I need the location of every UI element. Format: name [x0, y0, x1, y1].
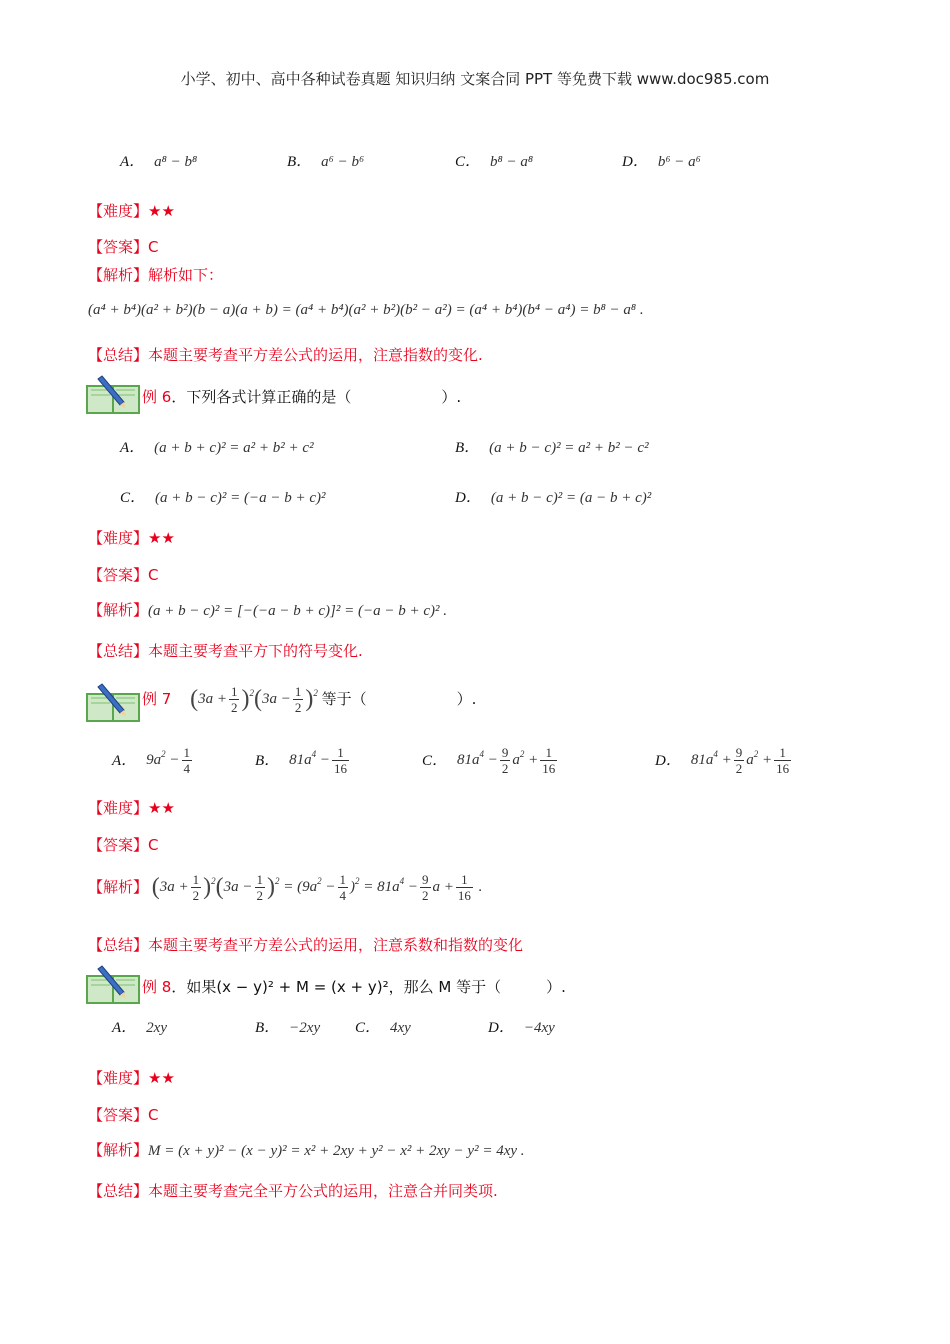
q5-answer: 【答案】C — [88, 238, 159, 256]
q6-option-d: D． (a + b − c)² = (a − b + c)² — [455, 490, 652, 506]
q6-title: 例 6．下列各式计算正确的是（ ）. — [142, 388, 462, 406]
q7-option-c: C． $81a^4$ − $\frac{9}{2}$ $a^2$ + $\frac{1}{16}$ — [422, 745, 556, 776]
q8-answer: 【答案】C — [88, 1106, 159, 1124]
book-pencil-icon — [86, 962, 140, 1004]
book-pencil-icon — [86, 372, 140, 414]
q5-option-c: C． b⁸ − a⁸ — [455, 154, 534, 170]
q7-option-d: D． $81a^4$ + $\frac{9}{2}$ $a^2$ + $\frac{1}{16}$ — [655, 745, 790, 776]
q6-analysis: 【解析】(a + b − c)² = [−(−a − b + c)]² = (−a − b + c)² . — [88, 601, 447, 619]
q7-difficulty: 【难度】★★ — [88, 799, 175, 817]
q5-option-a: A． a⁸ − b⁸ — [120, 154, 198, 170]
q8-option-c: C． 4xy — [355, 1020, 411, 1036]
q7-answer: 【答案】C — [88, 836, 159, 854]
q8-option-d: D． −4xy — [488, 1020, 555, 1036]
q8-summary: 【总结】本题主要考查完全平方公式的运用，注意合并同类项. — [88, 1182, 498, 1200]
q5-analysis-formula: (a⁴ + b⁴)(a² + b²)(b − a)(a + b) = (a⁴ + b⁴)(a² + b²)(b² − a²) = (a⁴ + b⁴)(b⁴ − a⁴) = b⁸ − a⁸ . — [88, 302, 644, 318]
q6-summary: 【总结】本题主要考查平方下的符号变化. — [88, 642, 363, 660]
q5-option-b: B． a⁶ − b⁶ — [287, 154, 365, 170]
q5-analysis-label: 【解析】解析如下： — [88, 266, 224, 284]
q8-option-b: B． −2xy — [255, 1020, 321, 1036]
q5-option-d: D． b⁶ − a⁶ — [622, 154, 701, 170]
book-pencil-icon — [86, 680, 140, 722]
q7-option-a: A． $9a^2$ − $\frac{1}{4}$ — [112, 745, 191, 776]
q7-summary: 【总结】本题主要考查平方差公式的运用，注意系数和指数的变化 — [88, 936, 524, 954]
q7-title: 例 7 (3a + $\frac{1}{2}$ )$^2$(3a − $\frac{1}{2}$ )$^2$ 等于（ ）. — [142, 684, 477, 715]
page-header: 小学、初中、高中各种试卷真题 知识归纳 文案合同 PPT 等免费下载 www.doc985.com — [180, 70, 770, 88]
q6-option-b: B． (a + b − c)² = a² + b² − c² — [455, 440, 649, 456]
q7-option-b: B． $81a^4$ − $\frac{1}{16}$ — [255, 745, 348, 776]
q7-analysis: 【解析】 (3a + $\frac{1}{2}$ )$^2$(3a − $\frac{1}{2}$ )$^2 = (9a^2$ − $\frac{1}{4}$ )$^2 = 81a^4$ − $\frac{9}{2}$ a + $\frac{1}{16}$ . — [88, 872, 483, 903]
q8-option-a: A． 2xy — [112, 1020, 167, 1036]
q8-title: 例 8．如果(x − y)² + M = (x + y)²，那么 M 等于（ ）. — [142, 978, 566, 996]
q5-summary: 【总结】本题主要考查平方差公式的运用，注意指数的变化. — [88, 346, 483, 364]
q5-difficulty: 【难度】★★ — [88, 202, 175, 220]
q6-difficulty: 【难度】★★ — [88, 529, 175, 547]
q6-answer: 【答案】C — [88, 566, 159, 584]
q8-analysis: 【解析】M = (x + y)² − (x − y)² = x² + 2xy + y² − x² + 2xy − y² = 4xy . — [88, 1141, 525, 1159]
q6-option-c: C． (a + b − c)² = (−a − b + c)² — [120, 490, 326, 506]
q6-option-a: A． (a + b + c)² = a² + b² + c² — [120, 440, 314, 456]
q8-difficulty: 【难度】★★ — [88, 1069, 175, 1087]
